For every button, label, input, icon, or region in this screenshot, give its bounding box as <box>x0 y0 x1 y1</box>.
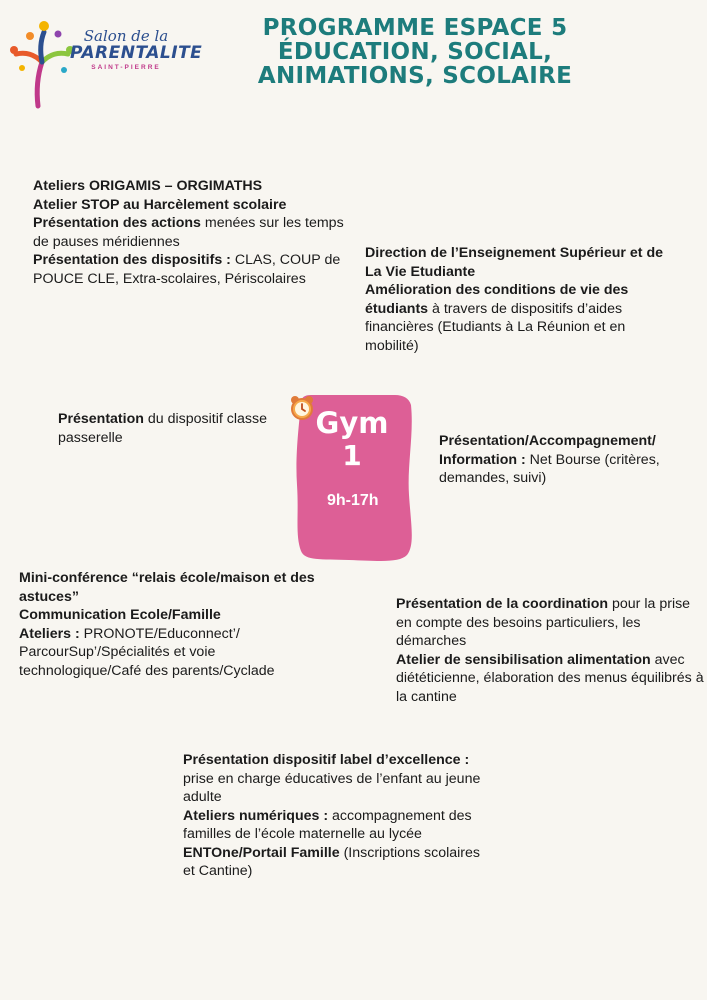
b6-line2: avec diététicienne, élaboration des menus équilibrés à la cantine <box>396 651 704 705</box>
b2-line1: Direction de l’Enseignement Supérieur et de La Vie Etudiante <box>365 245 664 280</box>
logo-line-3: SAINT-PIERRE <box>91 64 161 71</box>
b1-line1: Ateliers ORIGAMIS – ORGIMATHS <box>33 178 263 194</box>
block-label-excellence <box>183 751 493 881</box>
room-badge <box>289 395 415 561</box>
salon-logo <box>8 14 203 109</box>
block-enseignement-superieur <box>365 244 675 355</box>
b7-line3: (Inscriptions scolaires et Cantine) <box>183 844 480 879</box>
b1-line3: menées sur les temps de pauses méridiennes <box>33 215 344 250</box>
b3-line1: du dispositif classe passerelle <box>58 411 267 446</box>
logo-line-1: Salon de la <box>83 27 169 45</box>
block-ateliers-origamis <box>33 177 348 288</box>
b7-line2: accompagnement des familles de l’école maternelle au lycée <box>183 807 472 842</box>
b7-line1-bold: Présentation dispositif label d’excellence : <box>183 752 470 768</box>
b4-line1-bold: Présentation/Accompagnement/ Information : <box>439 433 656 468</box>
b6-line2-bold: Atelier de sensibilisation alimentation <box>396 651 651 668</box>
block-coordination <box>396 595 704 706</box>
colorful-tree-people-icon <box>8 14 78 109</box>
block-classe-passerelle <box>58 410 268 447</box>
b5-line3-bold: Ateliers : <box>19 625 80 642</box>
b2-line2: à travers de dispositifs d’aides financières (Etudiants à La Réunion et en mobilité) <box>365 300 626 354</box>
opening-hours: 9h-17h <box>327 492 379 509</box>
b7-line2-bold: Ateliers numériques : <box>183 807 329 824</box>
title-line-3: ANIMATIONS, SCOLAIRE <box>257 63 573 89</box>
b6-line1-bold: Présentation de la coordination <box>396 596 609 612</box>
block-net-bourse <box>439 432 701 488</box>
b5-line1: Mini-conférence “relais école/maison et des astuces” <box>19 570 315 605</box>
b1-line3-bold: Présentation des actions <box>33 215 201 231</box>
block-mini-conference <box>19 569 339 680</box>
logo-line-2: PARENTALITE <box>70 43 203 63</box>
b1-line4-bold: Présentation des dispositifs : <box>33 252 231 268</box>
room-number: 1 <box>342 439 362 472</box>
b7-line1: prise en charge éducatives de l’enfant au jeune adulte <box>183 770 481 805</box>
room-name: Gym <box>315 406 389 440</box>
page-title <box>215 16 615 88</box>
b6-line1: pour la prise en compte des besoins particuliers, les démarches <box>396 596 691 649</box>
b4-line1: Net Bourse (critères, demandes, suivi) <box>439 451 660 486</box>
b3-line1-bold: Présentation <box>58 411 144 427</box>
b1-line2: Atelier STOP au Harcèlement scolaire <box>33 196 287 213</box>
b7-line3-bold: ENTOne/Portail Famille <box>183 844 340 861</box>
title-line-2: ÉDUCATION, SOCIAL, <box>277 39 553 65</box>
b1-line4: CLAS, COUP de POUCE CLE, Extra-scolaires, Périscolaires <box>33 252 341 287</box>
alarm-clock-icon <box>289 395 315 421</box>
b2-line2-bold: Amélioration des conditions de vie des étudiants <box>365 282 629 317</box>
title-line-1: PROGRAMME ESPACE 5 <box>262 15 568 41</box>
b5-line3: PRONOTE/Educonnect’/ ParcourSup’/Spécialités et voie technologique/Café des parents/Cyclade <box>19 625 275 679</box>
b5-line2: Communication Ecole/Famille <box>19 607 221 623</box>
